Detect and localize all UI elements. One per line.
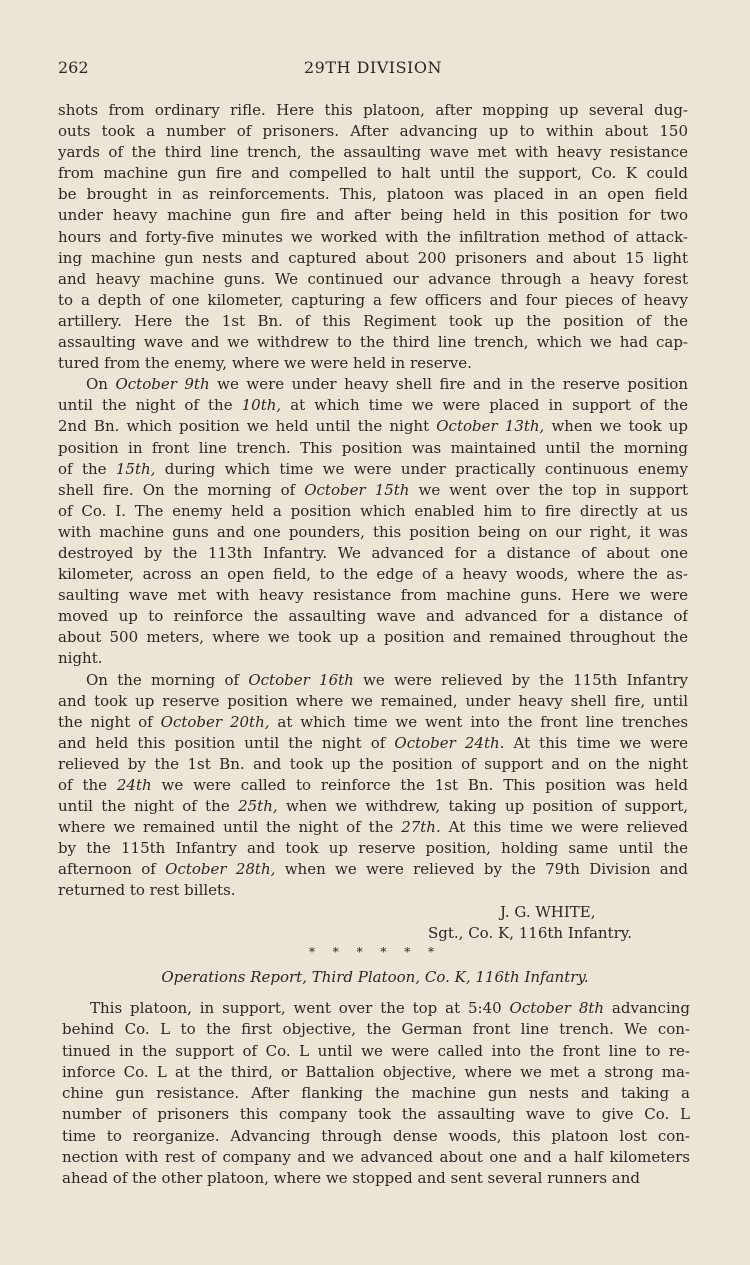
text-segment: afternoon of [58, 860, 166, 879]
signature-title: Sgt., Co. K, 116th Infantry. [428, 923, 633, 942]
text-line [58, 564, 688, 585]
italic-date: October 8th [509, 999, 605, 1017]
text-line [58, 754, 688, 775]
text-line [62, 1041, 690, 1062]
text-line [58, 838, 688, 859]
text-segment: about 500 meters, where we took up a position and remained throughout the [58, 628, 688, 647]
text-line [58, 859, 688, 880]
italic-date: October 9th [115, 375, 210, 394]
text-line [62, 1147, 690, 1168]
body-text [58, 100, 688, 944]
italic-date: October 20th, [160, 712, 270, 731]
italic-date: 10th, [241, 396, 282, 415]
text-line [58, 374, 688, 395]
text-line: outs took a number of prisoners. After advancing up to within about 150 [58, 122, 688, 141]
text-line: be brought in as reinforcements. This, platoon was placed in an open field [58, 185, 688, 204]
text-line [62, 1083, 690, 1104]
text-line: to a depth of one kilometer, capturing a few officers and four pieces of heavy [58, 290, 688, 309]
body-text-second [62, 998, 690, 1190]
text-segment: destroyed by the 113th Infantry. We advanced for a distance of about one [58, 543, 688, 562]
paragraph-continued [58, 100, 688, 374]
text-segment: moved up to reinforce the assaulting wave and advanced for a distance of [58, 607, 688, 626]
paragraph-october-9th [58, 374, 688, 669]
text-segment: advancing [604, 999, 690, 1017]
text-line [58, 627, 688, 648]
text-line [58, 585, 688, 606]
section-separator: * * * * * * [308, 945, 442, 959]
text-segment: and took up reserve position where we remained, under heavy shell fire, until [58, 691, 688, 710]
text-segment: nection with rest of company and we advanced about one and a half kilometers [62, 1148, 690, 1167]
text-segment: position in front line trench. This position was maintained until the morning [58, 438, 688, 457]
section-title: Operations Report, Third Platoon, Co. K, 116th Infantry. [161, 968, 589, 986]
text-segment: On the morning of [86, 670, 249, 689]
text-segment: we were called to reinforce the 1st Bn. This position was held [151, 776, 688, 794]
signature-name: J. G. WHITE, [500, 902, 596, 921]
text-line [58, 459, 688, 480]
text-line [58, 395, 688, 416]
italic-date: October 16th [248, 670, 354, 689]
text-segment: At this time we were relieved [440, 818, 688, 837]
text-segment: On [86, 375, 116, 394]
paragraph-third-platoon [62, 998, 690, 1190]
text-segment: chine gun resistance. After flanking the machine gun nests and taking a [62, 1084, 690, 1103]
text-segment: returned to rest billets. [58, 881, 236, 900]
text-line [58, 880, 688, 901]
text-line [62, 1019, 690, 1040]
text-segment: This platoon, in support, went over the top at 5:40 [90, 999, 510, 1017]
paragraph-october-16th [58, 670, 688, 902]
text-segment: when we withdrew, taking up position of support, [277, 797, 688, 816]
text-segment: behind Co. L to the first objective, the German front line trench. We con- [62, 1020, 690, 1039]
text-line: hours and forty-five minutes we worked with the infiltration method of attack- [58, 227, 688, 246]
text-line [58, 775, 688, 796]
italic-date: 24th [116, 776, 152, 794]
text-line [62, 1168, 690, 1189]
text-segment: at which time we were placed in support of the [281, 396, 688, 415]
text-segment: At this time we were [504, 733, 688, 752]
text-segment: of the [58, 776, 117, 794]
text-line [62, 1062, 690, 1083]
text-segment: ahead of the other platoon, where we stopped and sent several runners and [62, 1169, 641, 1188]
italic-date: 27th. [401, 818, 441, 837]
text-line: tured from the enemy, where we were held in reserve. [58, 354, 472, 373]
text-line [58, 733, 688, 754]
text-line [62, 998, 690, 1019]
text-segment: 2nd Bn. which position we held until the night [58, 417, 437, 436]
text-line: from machine gun fire and compelled to halt until the support, Co. K could [58, 164, 688, 183]
italic-date: October 15th [304, 480, 410, 499]
text-segment: saulting wave met with heavy resistance from machine guns. Here we were [58, 586, 688, 605]
text-segment: of the [58, 459, 116, 478]
running-head: 29TH DIVISION [304, 58, 442, 77]
text-line: ing machine gun nests and captured about 200 prisoners and about 15 light [58, 248, 688, 267]
text-segment: kilometer, across an open field, to the edge of a heavy woods, where the as- [58, 565, 688, 584]
text-line [58, 670, 688, 691]
text-line [58, 416, 688, 437]
text-line [58, 817, 688, 838]
text-segment: by the 115th Infantry and took up reserve position, holding same until the [58, 839, 688, 858]
italic-date: 15th, [115, 459, 156, 478]
text-line [62, 1126, 690, 1147]
text-line [58, 438, 688, 459]
text-segment: number of prisoners this company took the assaulting wave to give Co. L [62, 1105, 690, 1124]
text-line [58, 522, 688, 543]
text-segment: the night of [58, 712, 161, 731]
text-segment: when we were relieved by the 79th Division and [275, 860, 688, 879]
text-segment: relieved by the 1st Bn. and took up the position of support and on the night [58, 754, 688, 773]
page-number: 262 [58, 58, 89, 77]
italic-date: October 28th, [165, 860, 276, 879]
text-segment: until the night of the [58, 396, 242, 415]
italic-date: 25th, [238, 797, 278, 816]
text-segment: we went over the top in support [409, 480, 688, 499]
text-line: assaulting wave and we withdrew to the third line trench, which we had cap- [58, 333, 688, 352]
text-segment: we were under heavy shell fire and in the reserve position [209, 375, 688, 394]
text-line: under heavy machine gun fire and after being held in this position for two [58, 206, 688, 225]
text-line: and heavy machine guns. We continued our advance through a heavy forest [58, 269, 688, 288]
text-line [58, 543, 688, 564]
text-line [58, 480, 688, 501]
text-segment: until the night of the [58, 797, 239, 816]
text-segment: of Co. I. The enemy held a position which enabled him to fire directly at us [58, 501, 688, 520]
text-segment: where we remained until the night of the [58, 818, 402, 837]
text-segment: during which time we were under practically continuous enemy [155, 459, 688, 478]
text-line [58, 648, 688, 669]
text-line [58, 712, 688, 733]
text-segment: tinued in the support of Co. L until we were called into the front line to re- [62, 1041, 690, 1060]
text-line: shots from ordinary rifle. Here this platoon, after mopping up several dug- [58, 101, 688, 119]
text-segment: when we took up [544, 417, 688, 436]
text-segment: with machine guns and one pounders, this position being on our right, it was [58, 522, 688, 541]
italic-date: October 24th. [394, 733, 505, 752]
text-segment: time to reorganize. Advancing through dense woods, this platoon lost con- [62, 1126, 690, 1145]
text-line [58, 796, 688, 817]
text-line [58, 606, 688, 627]
text-line [58, 501, 688, 522]
text-segment: shell fire. On the morning of [58, 480, 305, 499]
italic-date: October 13th, [436, 417, 545, 436]
text-line [62, 1104, 690, 1125]
text-segment: we were relieved by the 115th Infantry [353, 670, 688, 689]
page-header [58, 58, 688, 82]
text-line: yards of the third line trench, the assaulting wave met with heavy resistance [58, 143, 688, 162]
text-line [58, 691, 688, 712]
text-line: artillery. Here the 1st Bn. of this Regiment took up the position of the [58, 311, 688, 330]
text-segment: and held this position until the night of [58, 733, 395, 752]
text-segment: inforce Co. L at the third, or Battalion objective, where we met a strong ma- [62, 1062, 690, 1081]
text-segment: at which time we went into the front line trenches [269, 712, 688, 731]
text-segment: night. [58, 649, 103, 668]
